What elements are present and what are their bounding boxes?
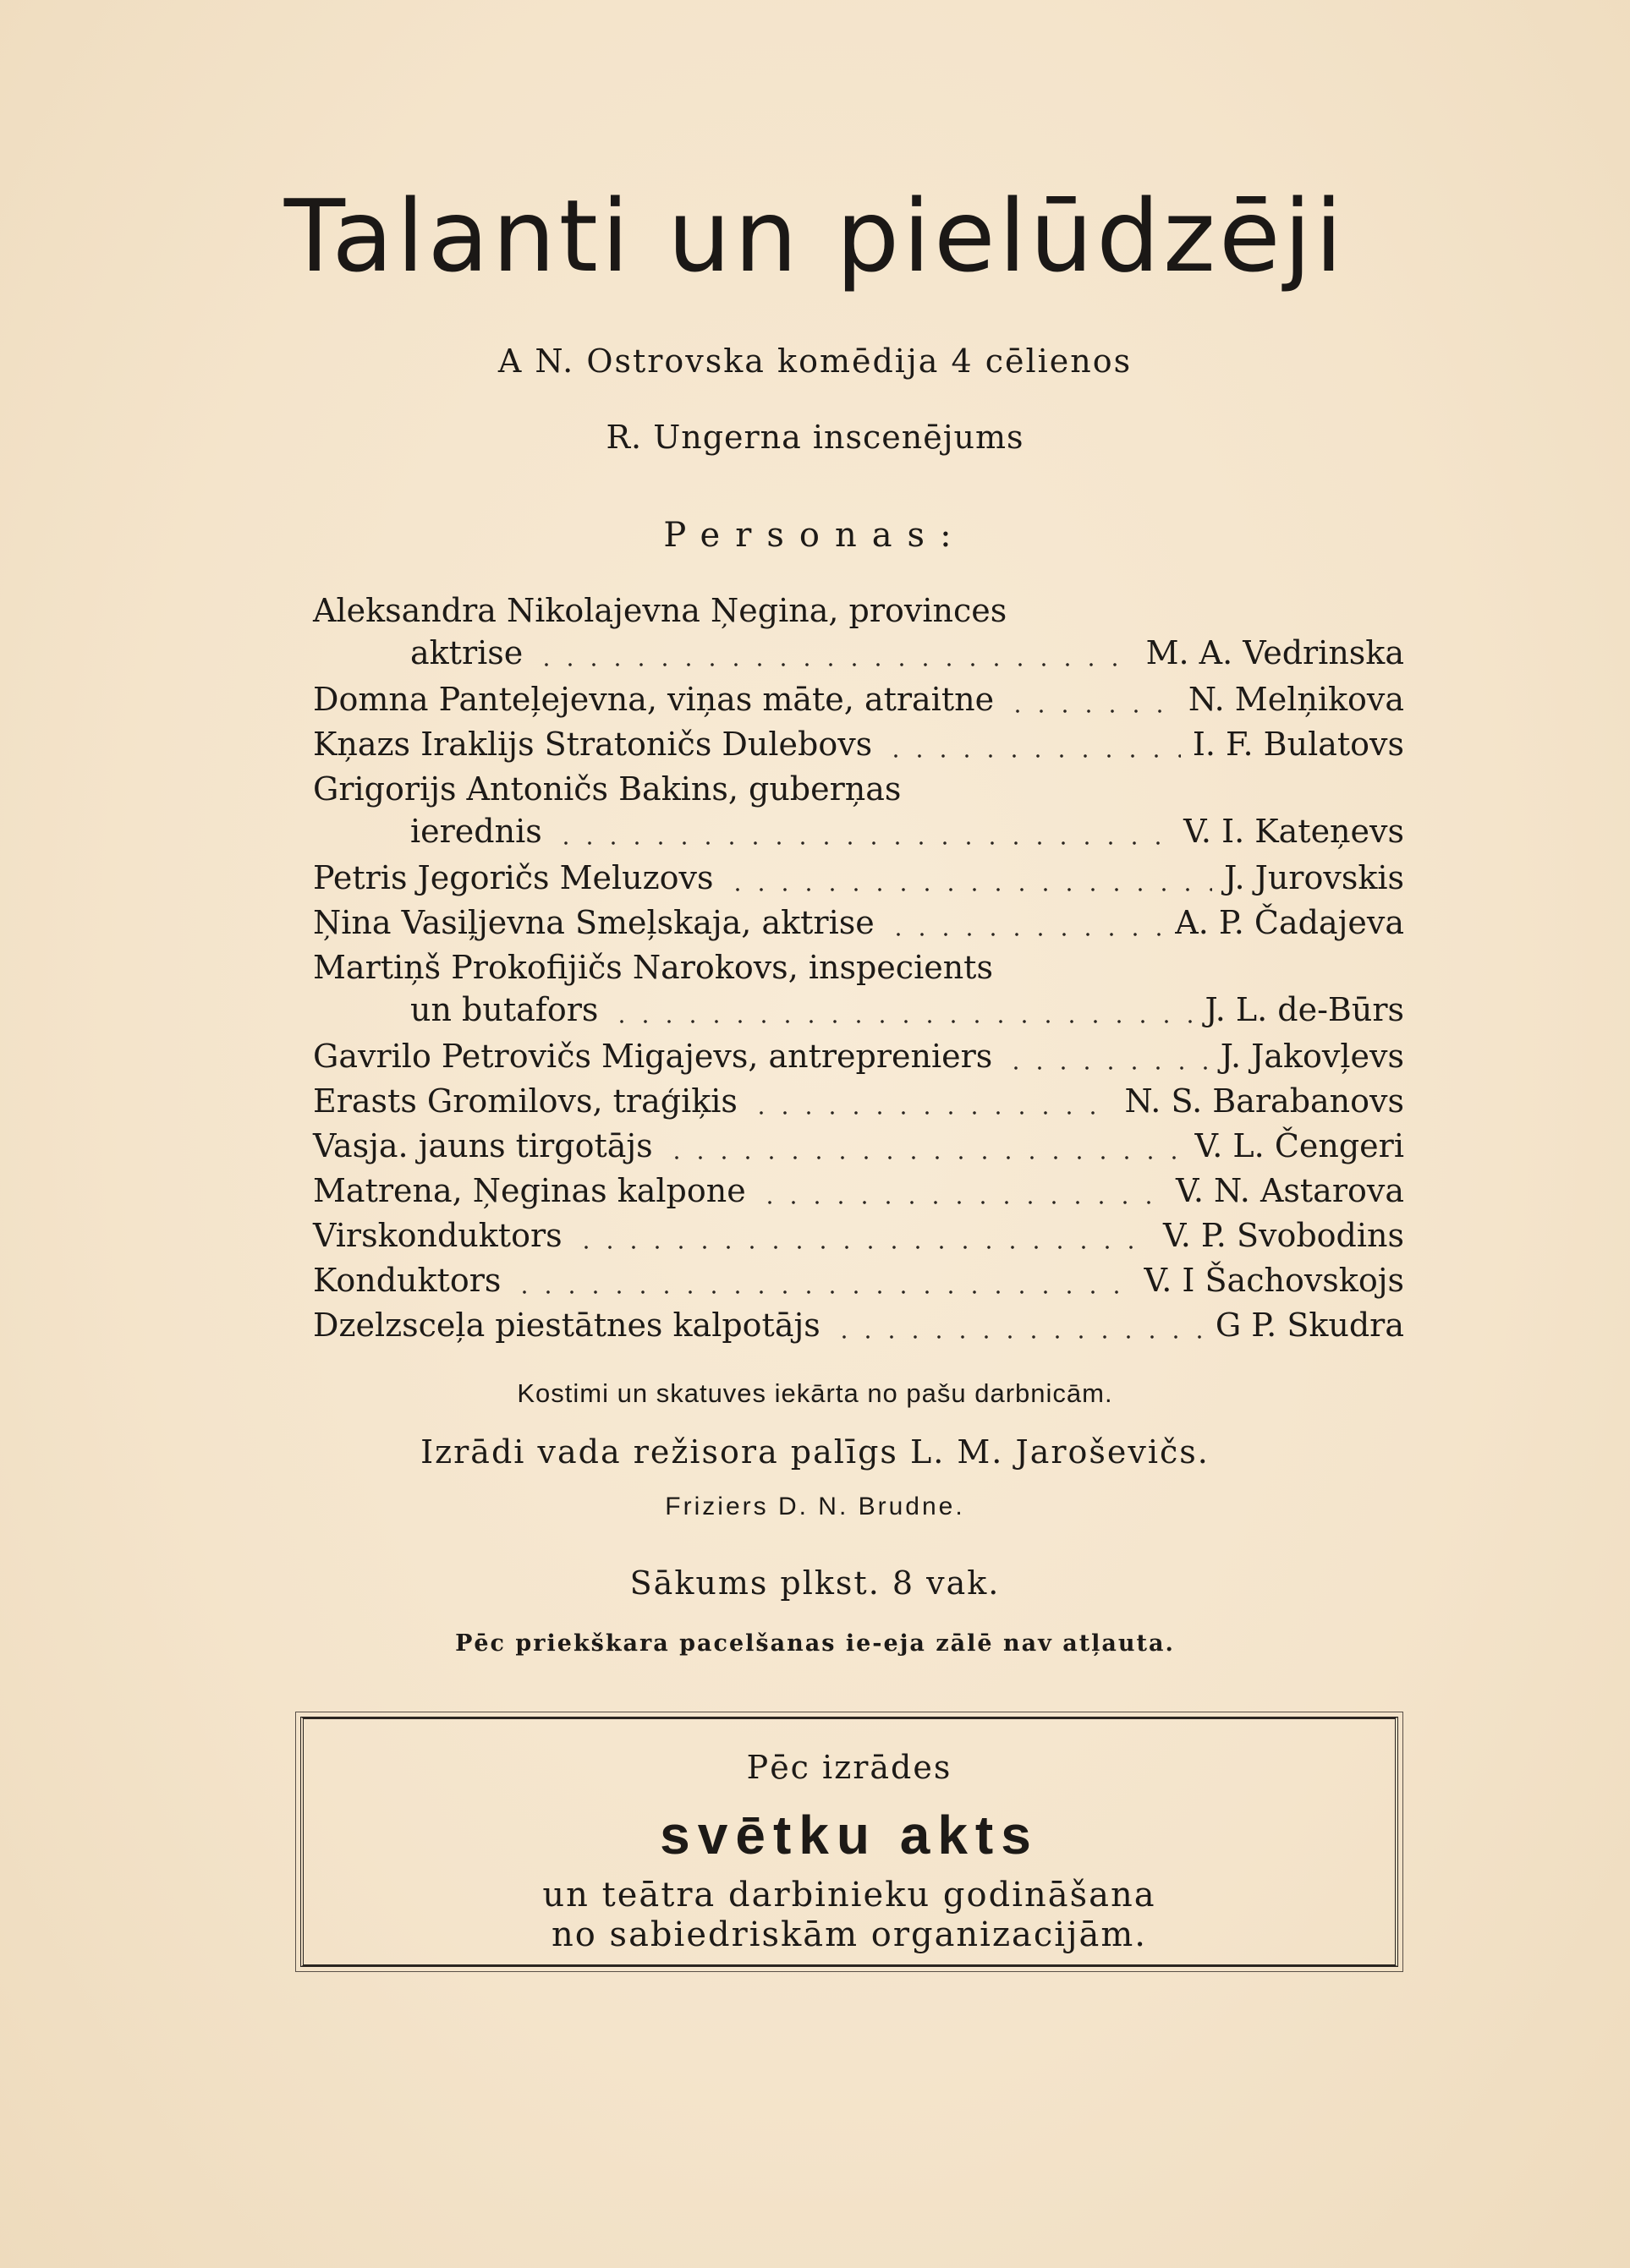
ceremony-box bbox=[300, 1717, 1398, 1967]
dot-leader bbox=[554, 841, 1172, 845]
actor-name: A. P. Čadajeva bbox=[1175, 904, 1404, 941]
actor-name: V. P. Svobodins bbox=[1162, 1217, 1404, 1254]
actor-name: N. S. Barabanovs bbox=[1124, 1082, 1404, 1120]
dot-leader bbox=[574, 1246, 1151, 1249]
role-name: Virskonduktors bbox=[313, 1217, 563, 1254]
cast-row bbox=[313, 1217, 1404, 1262]
dot-leader bbox=[758, 1201, 1164, 1204]
role-name-continued: ierednis bbox=[410, 813, 542, 850]
role-name: Vasja. jauns tirgotājs bbox=[313, 1127, 653, 1164]
dot-leader bbox=[832, 1335, 1204, 1339]
role-name: Martiņš Prokofijičs Narokovs, inspecients bbox=[313, 949, 993, 986]
role-name: Grigorijs Antoničs Bakins, guberņas bbox=[313, 770, 902, 808]
cast-row bbox=[313, 859, 1404, 904]
ceremony-intro: Pēc izrādes bbox=[746, 1749, 952, 1786]
start-time-note: Sākums plkst. 8 vak. bbox=[629, 1564, 1001, 1602]
cast-row bbox=[313, 904, 1404, 949]
role-name-continued: un butafors bbox=[410, 991, 599, 1028]
cast-row bbox=[313, 1172, 1404, 1217]
dot-leader bbox=[535, 663, 1134, 666]
cast-row bbox=[313, 592, 1404, 681]
cast-row bbox=[313, 1038, 1404, 1082]
actor-name: V. N. Astarova bbox=[1176, 1172, 1404, 1209]
role-name-continued: aktrise bbox=[410, 634, 524, 671]
ceremony-line-4: no sabiedriskām organizacijām. bbox=[551, 1915, 1147, 1954]
actor-name: I. F. Bulatovs bbox=[1192, 726, 1404, 763]
play-subtitle: A N. Ostrovska komēdija 4 cēlienos bbox=[497, 342, 1133, 380]
role-name: Matrena, Ņeginas kalpone bbox=[313, 1172, 746, 1209]
ceremony-title: svētku akts bbox=[660, 1805, 1039, 1865]
actor-name: J. Jurovskis bbox=[1224, 859, 1404, 896]
dot-leader bbox=[610, 1020, 1193, 1023]
assistant-note: Izrādi vada režisora palīgs L. M. Jaroševičs. bbox=[420, 1433, 1210, 1471]
role-name: Dzelzsceļa piestātnes kalpotājs bbox=[313, 1307, 820, 1344]
actor-name: J. Jakovļevs bbox=[1220, 1038, 1404, 1075]
cast-row bbox=[313, 949, 1404, 1038]
dot-leader bbox=[513, 1290, 1132, 1294]
actor-name: V. I. Kateņevs bbox=[1183, 813, 1404, 850]
actor-name: M. A. Vedrinska bbox=[1145, 634, 1404, 671]
cast-row bbox=[313, 770, 1404, 859]
personas-heading: Personas: bbox=[663, 516, 967, 555]
cast-row bbox=[313, 681, 1404, 726]
role-name: Erasts Gromilovs, traģiķis bbox=[313, 1082, 738, 1120]
actor-name: N. Melņikova bbox=[1188, 681, 1404, 718]
actor-name: V. L. Čengeri bbox=[1194, 1127, 1404, 1164]
role-name: Gavrilo Petrovičs Migajevs, antrepreniers bbox=[313, 1038, 993, 1075]
ceremony-line-3: un teātra darbinieku godināšana bbox=[542, 1876, 1156, 1915]
role-name: Petris Jegoričs Meluzovs bbox=[313, 859, 714, 896]
cast-row bbox=[313, 726, 1404, 770]
cast-row bbox=[313, 1082, 1404, 1127]
cast-row bbox=[313, 1127, 1404, 1172]
dot-leader bbox=[749, 1111, 1112, 1115]
actor-name: G P. Skudra bbox=[1215, 1307, 1404, 1344]
entry-note: Pēc priekškara pacelšanas ie-eja zālē nav atļauta. bbox=[455, 1630, 1175, 1657]
dot-leader bbox=[726, 888, 1212, 891]
cast-list bbox=[313, 592, 1404, 1351]
role-name: Ņina Vasiļjevna Smeļskaja, aktrise bbox=[313, 904, 875, 941]
costumes-note: Kostimi un skatuves iekārta no pašu darbnicām. bbox=[517, 1378, 1113, 1408]
role-name: Kņazs Iraklijs Stratoničs Dulebovs bbox=[313, 726, 873, 763]
role-name: Konduktors bbox=[313, 1262, 502, 1299]
play-title: Talanti un pielūdzēji bbox=[283, 178, 1347, 294]
actor-name: J. L. de-Būrs bbox=[1205, 991, 1404, 1028]
dot-leader bbox=[1004, 1066, 1209, 1070]
cast-row bbox=[313, 1307, 1404, 1351]
role-name: Aleksandra Nikolajevna Ņegina, provinces bbox=[313, 592, 1007, 629]
role-name: Domna Panteļejevna, viņas māte, atraitne bbox=[313, 681, 995, 718]
hairdresser-note: Friziers D. N. Brudne. bbox=[665, 1493, 965, 1520]
dot-leader bbox=[884, 754, 1181, 758]
dot-leader bbox=[886, 933, 1163, 936]
director-credit: R. Ungerna inscenējums bbox=[606, 419, 1024, 456]
cast-row bbox=[313, 1262, 1404, 1307]
dot-leader bbox=[1006, 709, 1177, 713]
actor-name: V. I Šachovskojs bbox=[1144, 1262, 1404, 1299]
dot-leader bbox=[665, 1156, 1183, 1159]
